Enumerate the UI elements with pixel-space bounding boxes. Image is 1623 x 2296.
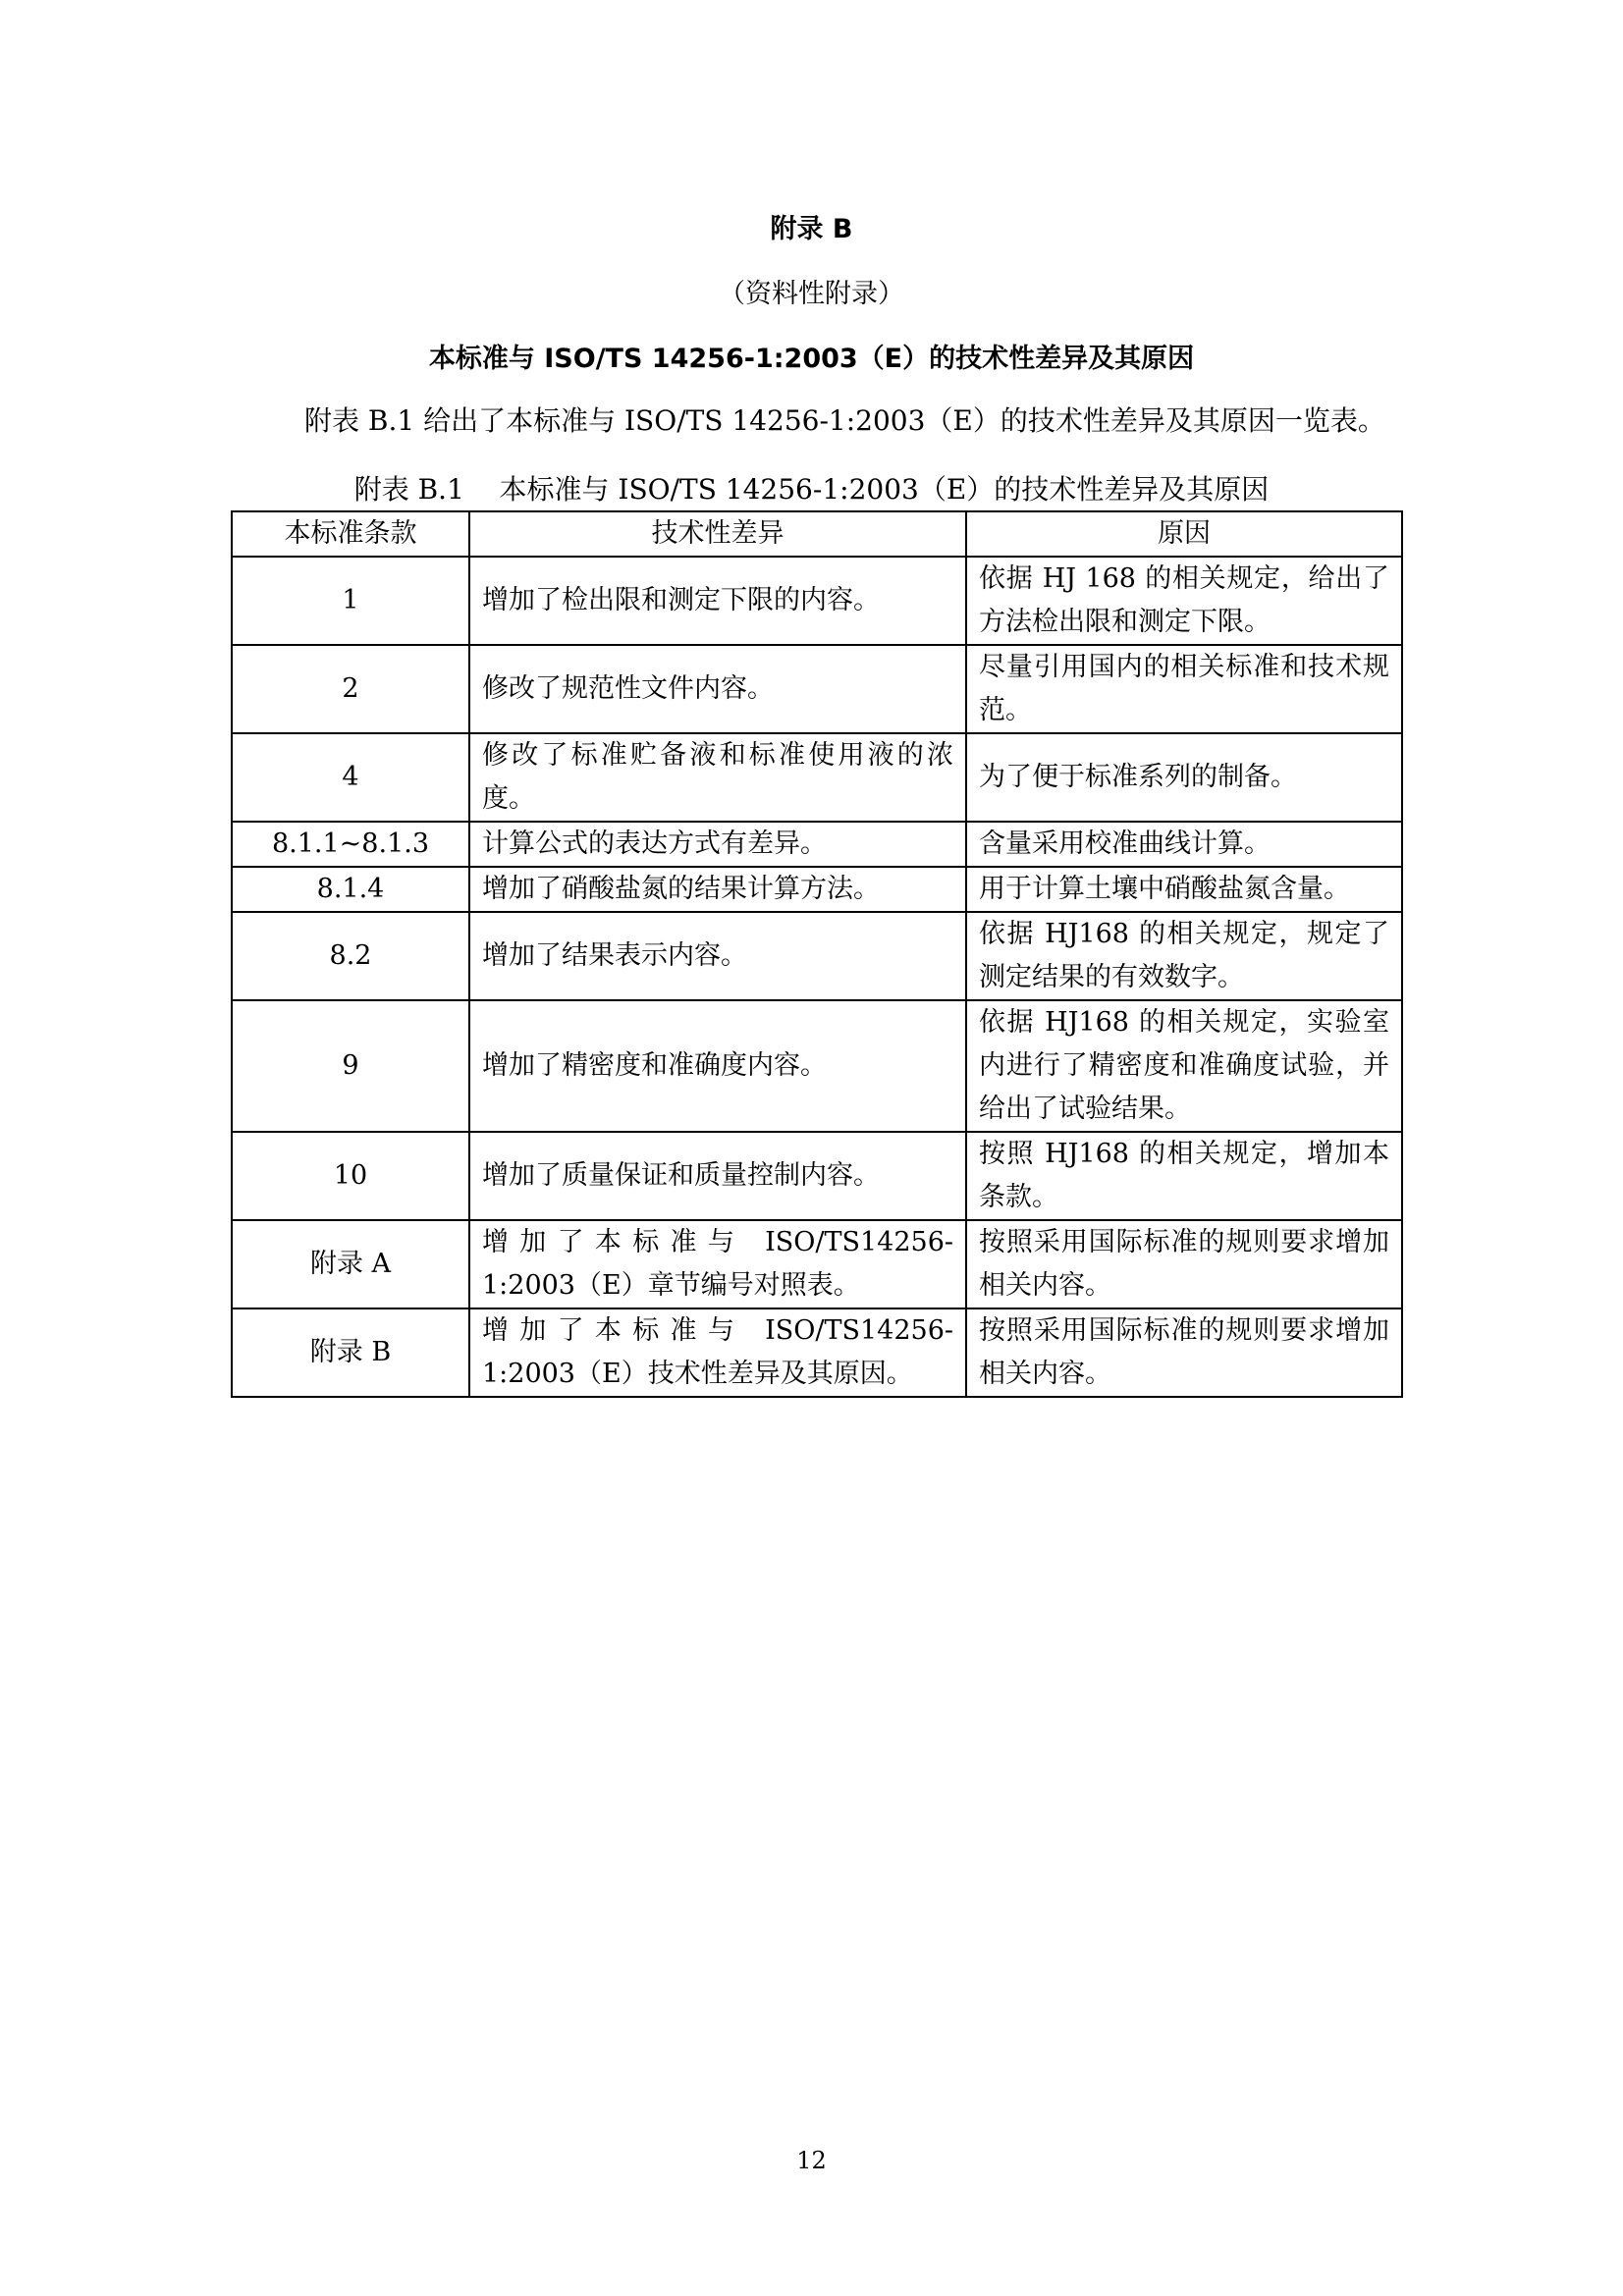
column-header-clause: 本标准条款	[232, 511, 469, 557]
column-header-difference: 技术性差异	[469, 511, 966, 557]
difference-cell: 增加了检出限和测定下限的内容。	[469, 557, 966, 645]
page-number: 12	[796, 2147, 827, 2174]
column-header-reason: 原因	[966, 511, 1402, 557]
table-header-row	[232, 511, 1402, 557]
difference-cell: 增加了结果表示内容。	[469, 912, 966, 1000]
difference-cell: 增加了精密度和准确度内容。	[469, 1000, 966, 1132]
table-row	[232, 557, 1402, 645]
clause-cell: 附录 A	[232, 1220, 469, 1308]
table-row	[232, 733, 1402, 822]
table-caption: 附表 B.1 本标准与 ISO/TS 14256-1:2003（E）的技术性差异及其原因	[353, 473, 1270, 506]
clause-cell: 9	[232, 1000, 469, 1132]
difference-cell: 计算公式的表达方式有差异。	[469, 822, 966, 867]
technical-differences-table	[231, 510, 1403, 1398]
reason-cell: 含量采用校准曲线计算。	[966, 822, 1402, 867]
table-row	[232, 1220, 1402, 1308]
difference-cell: 增加了硝酸盐氮的结果计算方法。	[469, 867, 966, 912]
table-row	[232, 645, 1402, 733]
intro-paragraph: 附表 B.1 给出了本标准与 ISO/TS 14256-1:2003（E）的技术性差异及其原因一览表。	[304, 404, 1385, 437]
table-row	[232, 822, 1402, 867]
section-title: 本标准与 ISO/TS 14256-1:2003（E）的技术性差异及其原因	[428, 344, 1195, 374]
appendix-title: 附录 B	[770, 214, 853, 244]
reason-cell: 用于计算土壤中硝酸盐氮含量。	[966, 867, 1402, 912]
reason-cell: 依据 HJ168 的相关规定，实验室内进行了精密度和准确度试验，并给出了试验结果。	[966, 1000, 1402, 1132]
difference-cell: 修改了标准贮备液和标准使用液的浓度。	[469, 733, 966, 822]
reason-cell: 尽量引用国内的相关标准和技术规范。	[966, 645, 1402, 733]
clause-cell: 附录 B	[232, 1308, 469, 1397]
difference-cell: 增加了本标准与 ISO/TS14256-1:2003（E）章节编号对照表。	[469, 1220, 966, 1308]
table-row	[232, 867, 1402, 912]
clause-cell: 2	[232, 645, 469, 733]
table-row	[232, 1000, 1402, 1132]
reason-cell: 按照采用国际标准的规则要求增加相关内容。	[966, 1220, 1402, 1308]
informative-label: （资料性附录）	[719, 279, 904, 309]
table-row	[232, 1308, 1402, 1397]
difference-cell: 修改了规范性文件内容。	[469, 645, 966, 733]
clause-cell: 1	[232, 557, 469, 645]
reason-cell: 依据 HJ 168 的相关规定，给出了方法检出限和测定下限。	[966, 557, 1402, 645]
reason-cell: 依据 HJ168 的相关规定，规定了测定结果的有效数字。	[966, 912, 1402, 1000]
reason-cell: 为了便于标准系列的制备。	[966, 733, 1402, 822]
table-row	[232, 912, 1402, 1000]
clause-cell: 8.1.1~8.1.3	[232, 822, 469, 867]
clause-cell: 8.1.4	[232, 867, 469, 912]
table-row	[232, 1132, 1402, 1220]
clause-cell: 4	[232, 733, 469, 822]
clause-cell: 10	[232, 1132, 469, 1220]
reason-cell: 按照采用国际标准的规则要求增加相关内容。	[966, 1308, 1402, 1397]
clause-cell: 8.2	[232, 912, 469, 1000]
reason-cell: 按照 HJ168 的相关规定，增加本条款。	[966, 1132, 1402, 1220]
difference-cell: 增加了质量保证和质量控制内容。	[469, 1132, 966, 1220]
difference-cell: 增加了本标准与 ISO/TS14256-1:2003（E）技术性差异及其原因。	[469, 1308, 966, 1397]
